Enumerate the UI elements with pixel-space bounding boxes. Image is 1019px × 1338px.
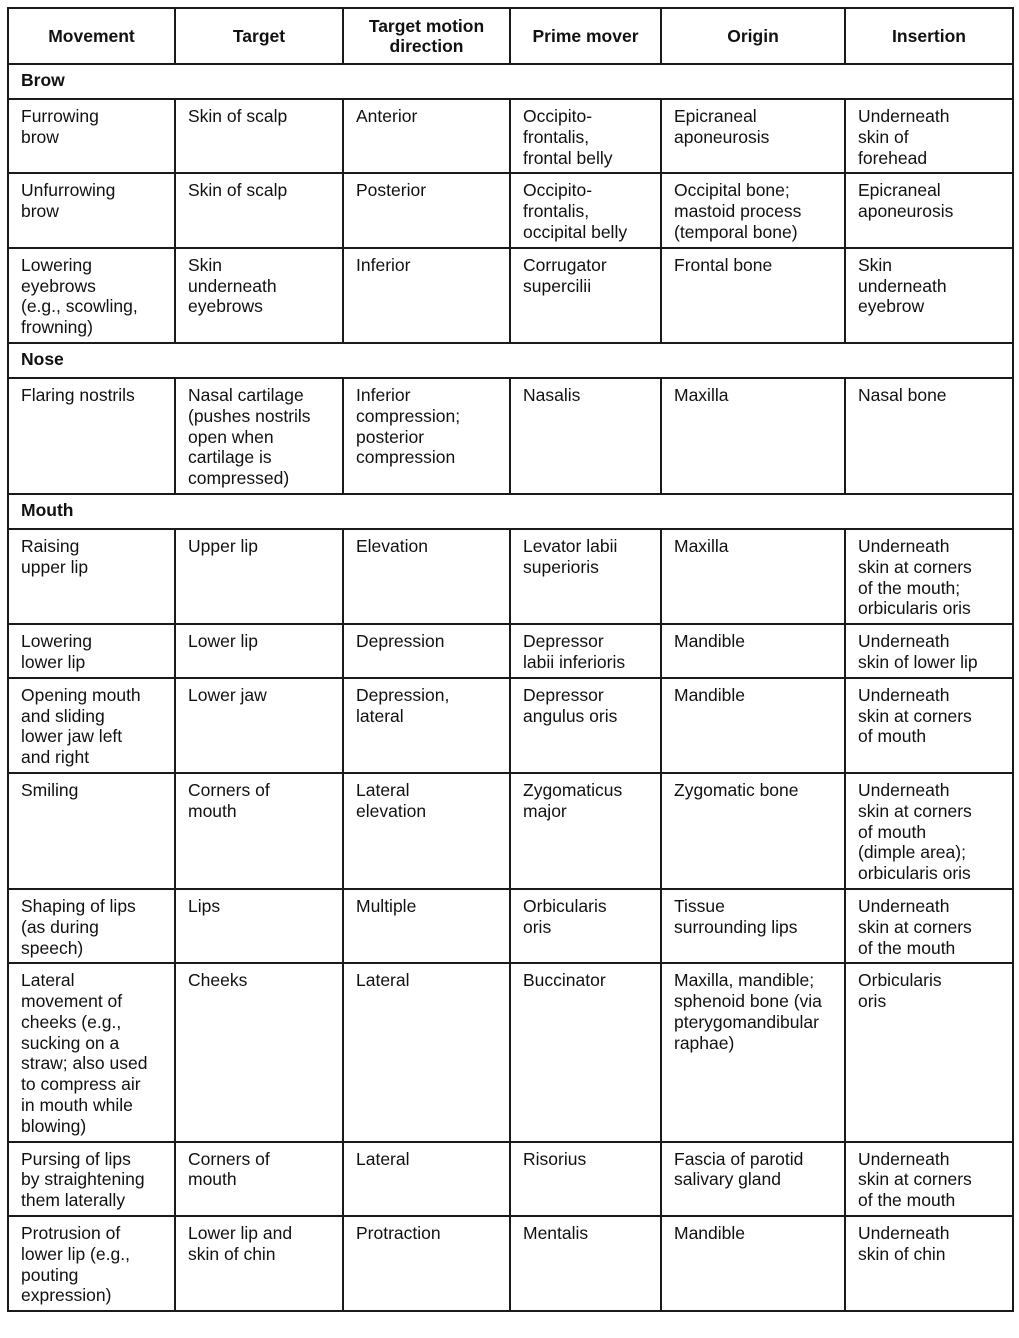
header-target: Target <box>175 8 343 64</box>
table-header <box>8 8 1013 64</box>
cell-text: Unfurrowing brow <box>21 180 116 222</box>
cell-prime-mover <box>510 1142 661 1216</box>
cell-text: Lateral movement of cheeks (e.g., sucking on a straw; also used to compress air in mouth while blowing) <box>21 970 148 1136</box>
table-row <box>8 378 1013 494</box>
cell-text: Lower jaw <box>188 684 267 705</box>
header-movement: Movement <box>8 8 175 64</box>
cell-text: Underneath skin of forehead <box>858 106 950 168</box>
cell-text: Lowering eyebrows (e.g., scowling, frowning) <box>21 254 138 338</box>
cell-text: Elevation <box>356 535 428 556</box>
cell-target-motion-direction <box>343 99 510 173</box>
cell-text: Depressor labii inferioris <box>523 631 626 672</box>
table-row <box>8 99 1013 173</box>
cell-text: Underneath skin at corners of the mouth <box>858 895 972 958</box>
cell-origin <box>661 773 845 889</box>
cell-text: Skin of scalp <box>188 106 288 126</box>
cell-target-motion-direction <box>343 378 510 494</box>
cell-origin <box>661 529 845 624</box>
cell-target-motion-direction <box>343 889 510 963</box>
cell-movement <box>8 378 175 494</box>
cell-prime-mover <box>510 773 661 889</box>
cell-prime-mover <box>510 963 661 1141</box>
table-row <box>8 963 1013 1141</box>
cell-text: Levator labii superioris <box>523 535 618 577</box>
cell-text: Cheeks <box>188 970 248 991</box>
cell-text: Upper lip <box>188 535 259 556</box>
cell-target-motion-direction <box>343 1142 510 1216</box>
cell-target <box>175 173 343 247</box>
cell-origin <box>661 889 845 963</box>
header-prime-mover: Prime mover <box>510 8 661 64</box>
cell-text: Underneath skin at corners of mouth (dimple area); orbicularis oris <box>858 779 972 884</box>
cell-text: Tissue surrounding lips <box>674 895 798 937</box>
table-row <box>8 773 1013 889</box>
section-row-nose <box>8 343 1013 378</box>
section-title: Mouth <box>8 494 1013 529</box>
cell-insertion <box>845 378 1013 494</box>
cell-insertion <box>845 99 1013 173</box>
cell-target <box>175 99 343 173</box>
section-row-mouth <box>8 494 1013 529</box>
cell-movement <box>8 173 175 247</box>
cell-movement <box>8 678 175 773</box>
table-row <box>8 624 1013 678</box>
cell-text: Protraction <box>356 1223 441 1244</box>
table-row <box>8 889 1013 963</box>
cell-text: Occipito- frontalis, occipital belly <box>523 180 628 242</box>
table-row <box>8 1142 1013 1216</box>
cell-text: Skin of scalp <box>188 180 288 201</box>
table-row <box>8 1216 1013 1311</box>
cell-text: Fascia of parotid salivary gland <box>674 1148 804 1190</box>
cell-movement <box>8 963 175 1141</box>
cell-text: Depression <box>356 631 445 652</box>
cell-text: Buccinator <box>523 970 606 991</box>
cell-text: Lips <box>188 895 221 916</box>
cell-movement <box>8 1142 175 1216</box>
section-title: Brow <box>8 64 1013 99</box>
cell-prime-mover <box>510 248 661 343</box>
cell-text: Underneath skin at corners of the mouth <box>858 1148 972 1211</box>
cell-text: Nasalis <box>523 384 581 405</box>
cell-origin <box>661 963 845 1141</box>
section-title: Nose <box>8 343 1013 378</box>
cell-text: Underneath skin at corners of mouth <box>858 684 972 747</box>
cell-target <box>175 248 343 343</box>
cell-text: Lateral elevation <box>356 779 427 821</box>
table-row <box>8 678 1013 773</box>
cell-insertion <box>845 529 1013 624</box>
cell-text: Maxilla <box>674 384 729 405</box>
cell-text: Multiple <box>356 895 417 916</box>
cell-text: Orbicularis oris <box>523 895 607 937</box>
cell-target <box>175 889 343 963</box>
cell-origin <box>661 173 845 247</box>
cell-text: Mandible <box>674 1223 746 1244</box>
cell-text: Depression, lateral <box>356 684 450 726</box>
cell-text: Lower lip and skin of chin <box>188 1223 293 1264</box>
cell-text: Posterior <box>356 180 427 201</box>
cell-movement <box>8 529 175 624</box>
cell-text: Zygomatic bone <box>674 779 799 800</box>
cell-text: Underneath skin of chin <box>858 1223 950 1264</box>
cell-insertion <box>845 248 1013 343</box>
cell-insertion <box>845 773 1013 889</box>
header-insertion: Insertion <box>845 8 1013 64</box>
cell-insertion <box>845 173 1013 247</box>
table-row <box>8 529 1013 624</box>
cell-text: Occipito- frontalis, frontal belly <box>523 106 613 168</box>
cell-origin <box>661 624 845 678</box>
cell-target <box>175 963 343 1141</box>
cell-text: Epicraneal aponeurosis <box>858 180 954 222</box>
cell-text: Skin underneath eyebrow <box>858 254 947 317</box>
cell-text: Inferior compression; posterior compression <box>356 384 461 468</box>
cell-text: Maxilla <box>674 535 729 556</box>
cell-target <box>175 773 343 889</box>
cell-origin <box>661 1216 845 1311</box>
cell-text: Mandible <box>674 631 746 652</box>
cell-prime-mover <box>510 173 661 247</box>
cell-text: Mentalis <box>523 1223 589 1244</box>
cell-movement <box>8 99 175 173</box>
cell-text: Furrowing brow <box>21 106 99 147</box>
cell-text: Shaping of lips (as during speech) <box>21 895 136 958</box>
cell-text: Lateral <box>356 1148 410 1169</box>
cell-text: Underneath skin of lower lip <box>858 631 978 672</box>
cell-target-motion-direction <box>343 173 510 247</box>
cell-text: Maxilla, mandible; sphenoid bone (via pterygomandibular raphae) <box>674 970 822 1053</box>
cell-movement <box>8 773 175 889</box>
cell-movement <box>8 624 175 678</box>
cell-target-motion-direction <box>343 963 510 1141</box>
cell-text: Epicraneal aponeurosis <box>674 106 770 147</box>
cell-origin <box>661 378 845 494</box>
cell-text: Underneath skin at corners of the mouth; orbicularis oris <box>858 535 972 619</box>
cell-target-motion-direction <box>343 773 510 889</box>
cell-text: Depressor angulus oris <box>523 684 618 726</box>
cell-origin <box>661 99 845 173</box>
cell-target <box>175 529 343 624</box>
cell-target <box>175 678 343 773</box>
cell-text: Frontal bone <box>674 254 773 275</box>
cell-text: Anterior <box>356 106 418 126</box>
table-body <box>8 64 1013 1311</box>
cell-text: Flaring nostrils <box>21 384 135 405</box>
cell-text: Lower lip <box>188 631 259 652</box>
cell-text: Nasal bone <box>858 384 947 405</box>
cell-movement <box>8 889 175 963</box>
table-row <box>8 248 1013 343</box>
section-row-brow <box>8 64 1013 99</box>
cell-insertion <box>845 1142 1013 1216</box>
cell-origin <box>661 678 845 773</box>
cell-target-motion-direction <box>343 1216 510 1311</box>
cell-text: Occipital bone; mastoid process (temporal bone) <box>674 180 802 242</box>
header-target-motion-direction: Target motion direction <box>343 8 510 64</box>
cell-text: Protrusion of lower lip (e.g., pouting expression) <box>21 1223 130 1306</box>
header-row <box>8 8 1013 64</box>
cell-text: Smiling <box>21 779 79 800</box>
cell-insertion <box>845 1216 1013 1311</box>
muscle-table <box>7 7 1014 1312</box>
cell-prime-mover <box>510 889 661 963</box>
cell-text: Raising upper lip <box>21 535 89 577</box>
cell-text: Mandible <box>674 684 746 705</box>
cell-insertion <box>845 624 1013 678</box>
cell-text: Lowering lower lip <box>21 631 93 672</box>
cell-movement <box>8 248 175 343</box>
cell-text: Corners of mouth <box>188 779 270 821</box>
cell-target-motion-direction <box>343 248 510 343</box>
cell-text: Opening mouth and sliding lower jaw left and right <box>21 684 141 768</box>
cell-text: Corners of mouth <box>188 1148 270 1190</box>
cell-prime-mover <box>510 99 661 173</box>
cell-prime-mover <box>510 378 661 494</box>
cell-origin <box>661 1142 845 1216</box>
cell-movement <box>8 1216 175 1311</box>
cell-text: Inferior <box>356 254 411 275</box>
cell-text: Risorius <box>523 1148 587 1169</box>
cell-text: Orbicularis oris <box>858 970 942 1012</box>
cell-origin <box>661 248 845 343</box>
cell-target <box>175 378 343 494</box>
table-row <box>8 173 1013 247</box>
cell-text: Lateral <box>356 970 410 991</box>
cell-target <box>175 624 343 678</box>
cell-target-motion-direction <box>343 624 510 678</box>
cell-prime-mover <box>510 678 661 773</box>
cell-target <box>175 1142 343 1216</box>
cell-target-motion-direction <box>343 529 510 624</box>
cell-text: Zygomaticus major <box>523 779 623 821</box>
cell-text: Pursing of lips by straightening them laterally <box>21 1148 145 1211</box>
cell-text: Skin underneath eyebrows <box>188 254 277 317</box>
cell-prime-mover <box>510 624 661 678</box>
cell-prime-mover <box>510 529 661 624</box>
cell-insertion <box>845 678 1013 773</box>
cell-insertion <box>845 889 1013 963</box>
cell-text: Nasal cartilage (pushes nostrils open when cartilage is compressed) <box>188 384 311 489</box>
cell-insertion <box>845 963 1013 1141</box>
cell-target-motion-direction <box>343 678 510 773</box>
cell-prime-mover <box>510 1216 661 1311</box>
cell-target <box>175 1216 343 1311</box>
header-origin: Origin <box>661 8 845 64</box>
cell-text: Corrugator supercilii <box>523 254 607 296</box>
